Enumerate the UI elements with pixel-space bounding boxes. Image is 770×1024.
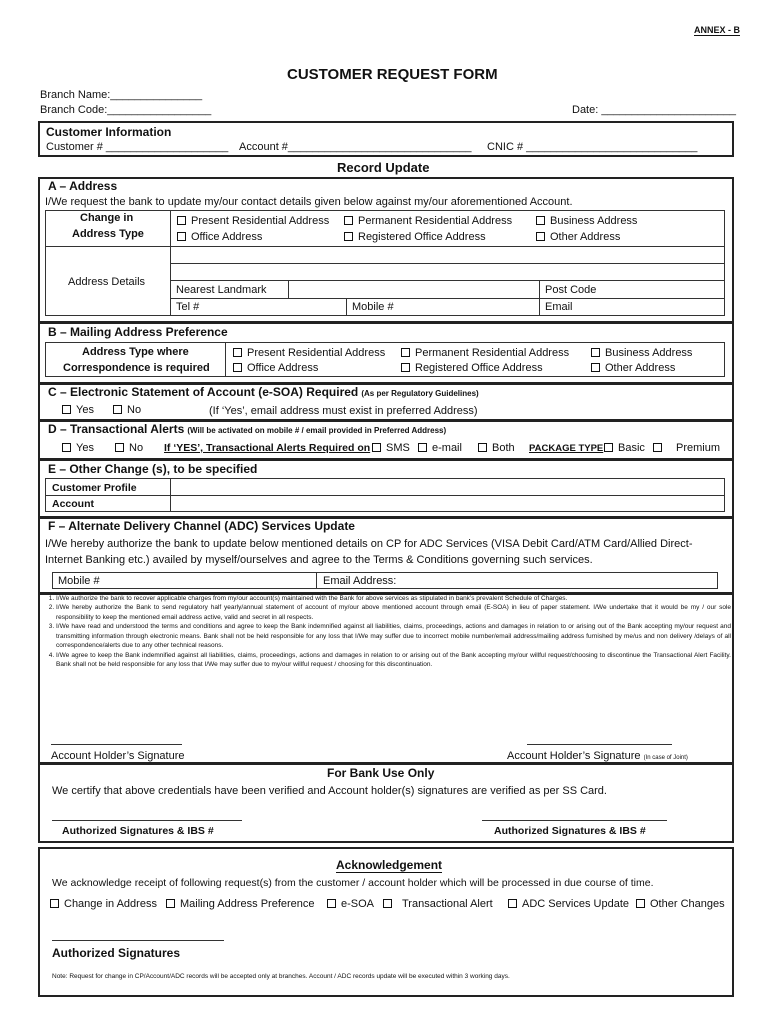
alerts-yes[interactable]: Yes: [62, 442, 94, 454]
record-update-heading: Record Update: [337, 160, 430, 175]
date-field[interactable]: Date: ______________________: [572, 104, 736, 116]
terms-item: 3. I/We have read and understood the terms and conditions and agree to keep the Bank indemnified against all liabilities, claims, proceedings, actions and damages in relation to or arising out of the Bank accepting my/our request and transmitting information through electronic means. Bank shall not be held responsible for any loss that I/We may suffer due to incorrect mobile number/email address/mailing address furnished by me/us and non delivery /delays of all correspondence/alerts due to any other technical reasons.: [56, 622, 731, 650]
checkbox-icon[interactable]: [233, 363, 242, 372]
package-type-label: PACKAGE TYPE: [529, 443, 604, 454]
address-option-permanent[interactable]: Permanent Residential Address: [344, 215, 512, 227]
address-option-office[interactable]: Office Address: [177, 231, 262, 243]
checkbox-icon[interactable]: [115, 443, 124, 452]
address-option-registered[interactable]: Registered Office Address: [344, 231, 486, 243]
section-b-heading: B – Mailing Address Preference: [48, 325, 228, 339]
email-label: Email: [545, 301, 573, 313]
checkbox-icon[interactable]: [50, 899, 59, 908]
mailing-label-1: Address Type where: [82, 346, 189, 358]
alerts-sms[interactable]: SMS: [372, 442, 410, 454]
esoa-no[interactable]: No: [113, 404, 141, 416]
ack-option-other[interactable]: Other Changes: [636, 898, 725, 910]
tel-label: Tel #: [176, 301, 200, 313]
post-code-label: Post Code: [545, 284, 597, 296]
ack-text: We acknowledge receipt of following request(s) from the customer / account holder which will be processed in due course of time.: [52, 877, 654, 889]
holder-signature[interactable]: Account Holder’s Signature: [51, 750, 185, 762]
section-c-heading: C – Electronic Statement of Account (e-SOA) Required (As per Regulatory Guidelines): [48, 385, 479, 399]
mailing-option-permanent[interactable]: Permanent Residential Address: [401, 347, 569, 359]
mobile-label: Mobile #: [352, 301, 394, 313]
mailing-option-present[interactable]: Present Residential Address: [233, 347, 385, 359]
terms-list: [41, 594, 731, 669]
alerts-no[interactable]: No: [115, 442, 143, 454]
checkbox-icon[interactable]: [383, 899, 392, 908]
address-option-present[interactable]: Present Residential Address: [177, 215, 329, 227]
checkbox-icon[interactable]: [62, 405, 71, 414]
checkbox-icon[interactable]: [177, 216, 186, 225]
adc-mobile-label: Mobile #: [58, 575, 100, 587]
package-basic[interactable]: Basic: [604, 442, 645, 454]
esoa-yes[interactable]: Yes: [62, 404, 94, 416]
ack-option-alert[interactable]: Transactional Alert: [383, 898, 493, 910]
bank-use-certify: We certify that above credentials have been verified and Account holder(s) signatures are verified as per SS Card.: [52, 785, 607, 797]
terms-item: 4. I/We agree to keep the Bank indemnified against all liabilities, claims, proceedings, actions and damages in relation to or arising out of the Bank accepting my/our willful request/choosing to discontinue the Transactional Alert Facility. Bank shall not be held responsible for any loss that I/We may suffer due to my/our willful request / choosing for this discontinuation.: [56, 651, 731, 670]
ack-heading: Acknowledgement: [336, 858, 443, 872]
mailing-label-2: Correspondence is required: [63, 362, 210, 374]
alerts-both[interactable]: Both: [478, 442, 515, 454]
customer-info-heading: Customer Information: [46, 125, 172, 139]
adc-email-label: Email Address:: [323, 575, 397, 587]
branch-code[interactable]: Branch Code:_________________: [40, 104, 212, 116]
checkbox-icon[interactable]: [166, 899, 175, 908]
checkbox-icon[interactable]: [591, 348, 600, 357]
checkbox-icon[interactable]: [344, 216, 353, 225]
customer-number-field[interactable]: Customer # ____________________: [46, 141, 229, 153]
ack-option-adc[interactable]: ADC Services Update: [508, 898, 629, 910]
page-title: CUSTOMER REQUEST FORM: [287, 66, 498, 83]
alerts-if-yes: If ‘YES’, Transactional Alerts Required on: [164, 442, 371, 454]
checkbox-icon[interactable]: [401, 363, 410, 372]
section-f-heading: F – Alternate Delivery Channel (ADC) Services Update: [48, 519, 355, 533]
esoa-hint: (If ‘Yes’, email address must exist in preferred Address): [209, 405, 478, 417]
section-f-para1: I/We hereby authorize the bank to update below mentioned details on CP for ADC Services (VISA Debit Card/ATM Card/Allied Direct-: [45, 538, 693, 550]
checkbox-icon[interactable]: [591, 363, 600, 372]
customer-profile-label: Customer Profile: [52, 482, 137, 494]
auth-signature-right[interactable]: Authorized Signatures & IBS #: [494, 825, 646, 837]
joint-holder-signature[interactable]: Account Holder’s Signature (In case of Joint): [507, 750, 688, 762]
ack-auth-signature[interactable]: Authorized Signatures: [52, 946, 181, 960]
checkbox-icon[interactable]: [536, 232, 545, 241]
package-premium[interactable]: Premium: [653, 442, 720, 454]
alerts-email[interactable]: e-mail: [418, 442, 462, 454]
annex-label: ANNEX - B: [694, 25, 741, 35]
checkbox-icon[interactable]: [344, 232, 353, 241]
checkbox-icon[interactable]: [233, 348, 242, 357]
section-a-intro: I/We request the bank to update my/our contact details given below against my/our aforementioned Account.: [45, 196, 573, 208]
bank-use-heading: For Bank Use Only: [327, 766, 435, 780]
address-option-business[interactable]: Business Address: [536, 215, 637, 227]
checkbox-icon[interactable]: [372, 443, 381, 452]
checkbox-icon[interactable]: [653, 443, 662, 452]
terms-item: 1. I/We authorize the bank to recover applicable charges from my/our account(s) maintained with the Bank for above services as stipulated in bank’s prevalent Schedule of Charges.: [56, 594, 731, 603]
ack-option-esoa[interactable]: e-SOA: [327, 898, 374, 910]
ack-option-mailing[interactable]: Mailing Address Preference: [166, 898, 315, 910]
section-f-para2: Internet Banking etc.) availed by myself/ourselves and agree to the Terms & Conditions governing such services.: [45, 554, 593, 566]
mailing-option-office[interactable]: Office Address: [233, 362, 318, 374]
checkbox-icon[interactable]: [604, 443, 613, 452]
cnic-field[interactable]: CNIC # ____________________________: [487, 141, 698, 153]
section-e-heading: E – Other Change (s), to be specified: [48, 462, 258, 476]
checkbox-icon[interactable]: [536, 216, 545, 225]
checkbox-icon[interactable]: [636, 899, 645, 908]
checkbox-icon[interactable]: [327, 899, 336, 908]
terms-item: 2. I/We hereby authorize the Bank to send regulatory half yearly/annual statement of account of my/our above mentioned account through email (E-SOA) in lieu of paper statement. I/We undertake that it would be my / our sole responsibility to keep the mentioned email address active, valid and secret in all respects.: [56, 603, 731, 622]
mailing-option-registered[interactable]: Registered Office Address: [401, 362, 543, 374]
checkbox-icon[interactable]: [418, 443, 427, 452]
auth-signature-left[interactable]: Authorized Signatures & IBS #: [62, 825, 214, 837]
mailing-option-other[interactable]: Other Address: [591, 362, 675, 374]
checkbox-icon[interactable]: [508, 899, 517, 908]
ack-note: Note: Request for change in CP/Account/ADC records will be accepted only at branches. Account / ADC records update will be executed within 3 working days.: [52, 973, 510, 980]
address-option-other[interactable]: Other Address: [536, 231, 620, 243]
mailing-option-business[interactable]: Business Address: [591, 347, 692, 359]
checkbox-icon[interactable]: [113, 405, 122, 414]
account-label: Account: [52, 498, 94, 510]
nearest-landmark-label: Nearest Landmark: [176, 284, 267, 296]
checkbox-icon[interactable]: [401, 348, 410, 357]
checkbox-icon[interactable]: [177, 232, 186, 241]
checkbox-icon[interactable]: [62, 443, 71, 452]
address-details-label: Address Details: [68, 276, 146, 288]
checkbox-icon[interactable]: [478, 443, 487, 452]
address-type-label: Address Type: [72, 228, 144, 240]
branch-name[interactable]: Branch Name:_______________: [40, 89, 203, 101]
account-number-field[interactable]: Account #______________________________: [239, 141, 472, 153]
section-d-heading: D – Transactional Alerts (Will be activated on mobile # / email provided in Preferred Address): [48, 422, 447, 436]
section-a-heading: A – Address: [48, 179, 118, 193]
change-in-label: Change in: [80, 212, 134, 224]
ack-option-address[interactable]: Change in Address: [50, 898, 157, 910]
